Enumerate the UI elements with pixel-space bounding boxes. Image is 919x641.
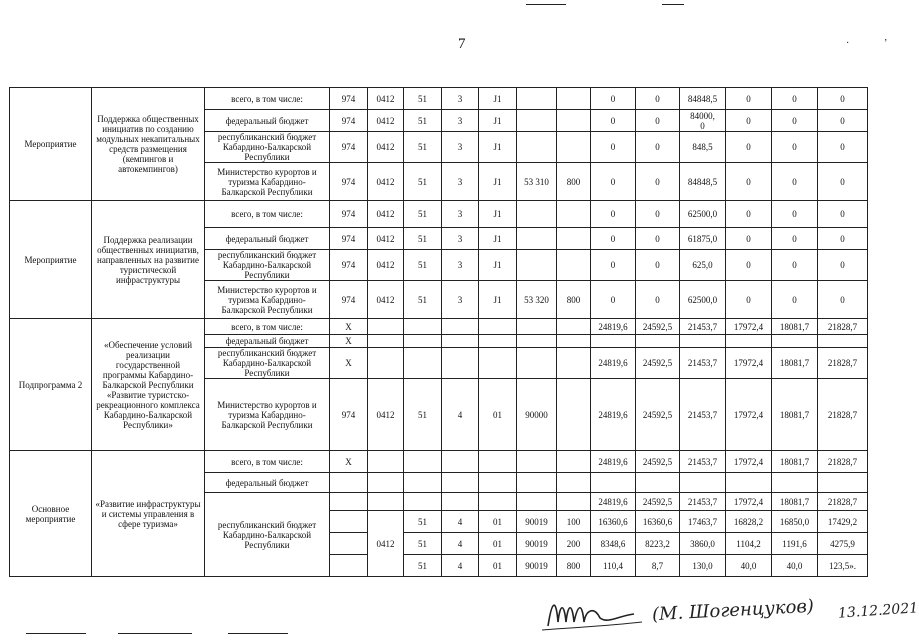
table-cell: 51 <box>404 201 442 228</box>
table-cell: J1 <box>479 250 517 281</box>
table-cell: 17972,4 <box>726 348 772 379</box>
table-cell <box>442 335 479 348</box>
table-cell: 0412 <box>368 110 404 132</box>
table-cell: 51 <box>404 132 442 163</box>
table-cell: 0 <box>772 163 818 201</box>
table-cell <box>517 250 557 281</box>
row-category: Мероприятие <box>10 88 92 201</box>
table-cell <box>517 473 557 493</box>
table-cell <box>557 451 591 473</box>
row-name: «Обеспечение условий реализации государственной программы Кабардино-Балкарской Республики «Развитие туристско-рекреационного комплекса Кабардино-Балкарской Республики» <box>92 319 205 451</box>
table-cell: 24819,6 <box>591 348 636 379</box>
table-cell <box>330 555 368 577</box>
table-cell: всего, в том числе: <box>205 451 330 473</box>
table-cell: 0 <box>636 163 680 201</box>
table-cell: 18081,7 <box>772 319 818 335</box>
table-cell: 0412 <box>368 201 404 228</box>
table-row <box>10 319 868 335</box>
table-cell: 4 <box>442 533 479 555</box>
table-cell: X <box>330 348 368 379</box>
table-cell <box>772 335 818 348</box>
table-cell: 17972,4 <box>726 451 772 473</box>
table-cell: 51 <box>404 250 442 281</box>
table-cell: 0 <box>636 281 680 319</box>
table-cell: 974 <box>330 88 368 110</box>
table-cell <box>479 473 517 493</box>
table-cell <box>557 132 591 163</box>
table-cell: 21828,7 <box>818 379 868 451</box>
table-cell <box>479 335 517 348</box>
table-cell: 16360,6 <box>591 511 636 533</box>
table-cell: 16828,2 <box>726 511 772 533</box>
table-cell: 62500,0 <box>680 281 726 319</box>
table-cell: J1 <box>479 201 517 228</box>
table-cell: J1 <box>479 228 517 250</box>
table-cell <box>442 319 479 335</box>
table-cell: 3860,0 <box>680 533 726 555</box>
table-cell: 21453,7 <box>680 319 726 335</box>
table-cell <box>517 319 557 335</box>
table-cell: 0 <box>636 228 680 250</box>
table-cell: 18081,7 <box>772 451 818 473</box>
table-cell: республиканский бюджет Кабардино-Балкарской Республики <box>205 132 330 163</box>
table-cell <box>557 110 591 132</box>
table-cell: федеральный бюджет <box>205 110 330 132</box>
table-cell: 800 <box>557 281 591 319</box>
table-cell: 800 <box>557 555 591 577</box>
table-cell <box>442 473 479 493</box>
table-cell: 0 <box>818 163 868 201</box>
table-cell: 0 <box>726 88 772 110</box>
table-cell <box>442 493 479 511</box>
row-name: «Развитие инфраструктуры и системы управления в сфере туризма» <box>92 451 205 577</box>
table-cell <box>636 335 680 348</box>
table-cell: 51 <box>404 379 442 451</box>
table-cell: 974 <box>330 379 368 451</box>
table-cell: J1 <box>479 110 517 132</box>
table-cell: 0 <box>591 132 636 163</box>
table-cell: 974 <box>330 281 368 319</box>
table-cell: 17972,4 <box>726 493 772 511</box>
table-cell <box>818 335 868 348</box>
table-cell: 0412 <box>368 132 404 163</box>
table-cell: 0 <box>591 163 636 201</box>
table-cell <box>557 348 591 379</box>
table-cell: 0412 <box>368 228 404 250</box>
table-cell: 0 <box>772 281 818 319</box>
table-cell: 3 <box>442 132 479 163</box>
table-cell: 0412 <box>368 250 404 281</box>
table-cell <box>557 335 591 348</box>
table-row <box>10 201 868 228</box>
table-cell: 974 <box>330 132 368 163</box>
table-cell: 0 <box>636 201 680 228</box>
table-cell <box>368 493 404 511</box>
table-cell: 3 <box>442 88 479 110</box>
table-cell: 17972,4 <box>726 379 772 451</box>
table-cell: 18081,7 <box>772 348 818 379</box>
table-cell <box>479 348 517 379</box>
table-cell: 84848,5 <box>680 163 726 201</box>
table-cell: 17972,4 <box>726 319 772 335</box>
table-cell: 0 <box>818 132 868 163</box>
table-cell <box>772 473 818 493</box>
table-cell <box>557 319 591 335</box>
table-cell <box>404 335 442 348</box>
table-cell: J1 <box>479 88 517 110</box>
footer-rule <box>118 633 192 634</box>
table-cell: 24819,6 <box>591 451 636 473</box>
table-cell <box>557 473 591 493</box>
table-cell <box>517 132 557 163</box>
table-cell: 0412 <box>368 511 404 577</box>
table-cell: 974 <box>330 163 368 201</box>
table-cell <box>591 335 636 348</box>
table-cell: 0 <box>726 228 772 250</box>
table-cell: всего, в том числе: <box>205 319 330 335</box>
table-cell <box>479 493 517 511</box>
table-cell: J1 <box>479 132 517 163</box>
table-cell <box>517 201 557 228</box>
table-cell <box>404 473 442 493</box>
table-cell <box>330 493 368 511</box>
table-cell <box>680 473 726 493</box>
table-cell: 16850,0 <box>772 511 818 533</box>
table-row <box>10 88 868 110</box>
table-cell: 0 <box>818 281 868 319</box>
table-cell: 0 <box>818 201 868 228</box>
corner-mark: ’ <box>884 38 888 49</box>
corner-mark: · <box>846 38 850 49</box>
table-cell: 0 <box>818 250 868 281</box>
table-cell <box>517 228 557 250</box>
table-cell <box>442 348 479 379</box>
table-cell: 24592,5 <box>636 379 680 451</box>
budget-table <box>9 87 868 577</box>
table-cell: 8223,2 <box>636 533 680 555</box>
table-cell: 974 <box>330 201 368 228</box>
table-cell <box>726 473 772 493</box>
table-cell: 8348,6 <box>591 533 636 555</box>
table-cell: 21453,7 <box>680 379 726 451</box>
table-cell: 01 <box>479 511 517 533</box>
table-cell: 0 <box>772 250 818 281</box>
table-cell: всего, в том числе: <box>205 201 330 228</box>
table-cell: 51 <box>404 88 442 110</box>
table-cell <box>818 473 868 493</box>
table-cell: X <box>330 451 368 473</box>
table-cell: 1104,2 <box>726 533 772 555</box>
table-cell: 84000, 0 <box>680 110 726 132</box>
table-cell: 40,0 <box>726 555 772 577</box>
table-cell: 130,0 <box>680 555 726 577</box>
table-cell: 4 <box>442 555 479 577</box>
table-cell: 0 <box>772 201 818 228</box>
table-cell <box>368 335 404 348</box>
table-cell: 84848,5 <box>680 88 726 110</box>
table-cell: 1191,6 <box>772 533 818 555</box>
table-cell <box>368 451 404 473</box>
table-cell: 0 <box>818 110 868 132</box>
table-cell: 0 <box>591 201 636 228</box>
table-cell: федеральный бюджет <box>205 228 330 250</box>
table-cell: 3 <box>442 201 479 228</box>
table-cell: 3 <box>442 250 479 281</box>
table-cell <box>517 110 557 132</box>
table-cell <box>680 335 726 348</box>
table-cell: 24819,6 <box>591 379 636 451</box>
table-cell <box>557 250 591 281</box>
table-cell: 24819,6 <box>591 493 636 511</box>
table-cell: 90019 <box>517 511 557 533</box>
table-cell: 100 <box>557 511 591 533</box>
table-cell: 24592,5 <box>636 451 680 473</box>
table-cell: 21453,7 <box>680 451 726 473</box>
table-cell: J1 <box>479 281 517 319</box>
row-category: Основное мероприятие <box>10 451 92 577</box>
table-cell: федеральный бюджет <box>205 473 330 493</box>
table-cell: 01 <box>479 555 517 577</box>
table-cell: 0412 <box>368 379 404 451</box>
table-cell <box>330 511 368 533</box>
table-cell: 51 <box>404 511 442 533</box>
table-cell: 62500,0 <box>680 201 726 228</box>
table-cell: 24592,5 <box>636 348 680 379</box>
table-cell <box>479 451 517 473</box>
table-cell: X <box>330 319 368 335</box>
table-cell: 974 <box>330 250 368 281</box>
table-cell: 17463,7 <box>680 511 726 533</box>
table-cell: 24819,6 <box>591 319 636 335</box>
table-cell: республиканский бюджет Кабардино-Балкарской Республики <box>205 250 330 281</box>
table-cell <box>557 88 591 110</box>
table-cell: 51 <box>404 281 442 319</box>
table-cell: 0 <box>726 201 772 228</box>
table-cell: республиканский бюджет Кабардино-Балкарской Республики <box>205 493 330 577</box>
table-cell: 0 <box>726 163 772 201</box>
table-cell: 51 <box>404 555 442 577</box>
table-cell <box>557 379 591 451</box>
table-cell: 4 <box>442 379 479 451</box>
table-cell: 24592,5 <box>636 319 680 335</box>
table-cell: 21828,7 <box>818 493 868 511</box>
table-cell: 0 <box>591 281 636 319</box>
table-cell <box>368 473 404 493</box>
table-cell: 0 <box>636 132 680 163</box>
table-cell: 200 <box>557 533 591 555</box>
table-cell <box>517 493 557 511</box>
table-cell: 21828,7 <box>818 319 868 335</box>
table-cell: 0 <box>591 88 636 110</box>
table-cell: 21453,7 <box>680 348 726 379</box>
table-cell: 0 <box>636 88 680 110</box>
table-cell: 0 <box>772 228 818 250</box>
table-cell <box>479 319 517 335</box>
table-cell <box>404 493 442 511</box>
table-cell: 0 <box>726 132 772 163</box>
table-cell: 0 <box>726 250 772 281</box>
table-cell: 21828,7 <box>818 451 868 473</box>
table-cell: 90019 <box>517 555 557 577</box>
table-cell: 18081,7 <box>772 379 818 451</box>
table-cell <box>517 88 557 110</box>
table-cell: 0 <box>591 228 636 250</box>
table-cell: X <box>330 335 368 348</box>
table-cell: 0 <box>818 228 868 250</box>
table-cell: 0412 <box>368 163 404 201</box>
table-cell: 110,4 <box>591 555 636 577</box>
table-cell: 4275,9 <box>818 533 868 555</box>
table-cell: 848,5 <box>680 132 726 163</box>
table-cell: Министерство курортов и туризма Кабардино-Балкарской Республики <box>205 163 330 201</box>
signature-date: 13.12.2021 <box>837 600 919 622</box>
table-cell: J1 <box>479 163 517 201</box>
table-cell: 0 <box>591 110 636 132</box>
table-cell <box>404 451 442 473</box>
table-cell: 61875,0 <box>680 228 726 250</box>
table-cell: 625,0 <box>680 250 726 281</box>
table-cell <box>442 451 479 473</box>
table-cell: 51 <box>404 533 442 555</box>
table-cell: 21453,7 <box>680 493 726 511</box>
row-category: Мероприятие <box>10 201 92 319</box>
table-cell: 0 <box>772 88 818 110</box>
table-cell: 0 <box>818 88 868 110</box>
table-cell: 974 <box>330 110 368 132</box>
table-cell <box>404 319 442 335</box>
table-cell: 0 <box>591 250 636 281</box>
table-cell: 90019 <box>517 533 557 555</box>
table-cell <box>517 451 557 473</box>
table-cell: 18081,7 <box>772 493 818 511</box>
table-cell: 0412 <box>368 88 404 110</box>
table-cell: 974 <box>330 228 368 250</box>
table-cell: 21828,7 <box>818 348 868 379</box>
table-cell <box>517 335 557 348</box>
table-cell: 01 <box>479 379 517 451</box>
table-cell: 40,0 <box>772 555 818 577</box>
table-cell: Министерство курортов и туризма Кабардино-Балкарской Республики <box>205 379 330 451</box>
signatory-name: (М. Шогенцуков) <box>651 595 815 626</box>
table-cell: 0 <box>772 110 818 132</box>
table-cell <box>557 201 591 228</box>
table-cell: 800 <box>557 163 591 201</box>
table-cell <box>404 348 442 379</box>
table-cell <box>557 493 591 511</box>
footer-rule <box>26 633 86 634</box>
table-row <box>10 451 868 473</box>
table-cell: 0 <box>726 281 772 319</box>
table-cell: 16360,6 <box>636 511 680 533</box>
table-cell: 0 <box>636 250 680 281</box>
table-cell: 17429,2 <box>818 511 868 533</box>
row-name: Поддержка общественных инициатив по созданию модульных некапитальных средств размещения (кемпингов и автокемпингов) <box>92 88 205 201</box>
table-cell <box>368 319 404 335</box>
table-cell: 0 <box>726 110 772 132</box>
page-number: 7 <box>458 36 466 52</box>
table-cell: 51 <box>404 110 442 132</box>
table-cell <box>330 533 368 555</box>
row-name: Поддержка реализации общественных инициатив, направленных на развитие туристической инфраструктуры <box>92 201 205 319</box>
table-cell: Министерство курортов и туризма Кабардино-Балкарской Республики <box>205 281 330 319</box>
table-cell: 90000 <box>517 379 557 451</box>
table-cell: 123,5». <box>818 555 868 577</box>
table-cell: федеральный бюджет <box>205 335 330 348</box>
table-cell: всего, в том числе: <box>205 88 330 110</box>
table-cell: 51 <box>404 228 442 250</box>
top-rule <box>662 4 684 5</box>
table-cell: 01 <box>479 533 517 555</box>
row-category: Подпрограмма 2 <box>10 319 92 451</box>
top-rule <box>526 4 566 5</box>
table-cell: 4 <box>442 511 479 533</box>
table-cell <box>517 348 557 379</box>
table-cell <box>330 473 368 493</box>
table-cell: 3 <box>442 163 479 201</box>
table-cell: 0 <box>636 110 680 132</box>
table-cell: 53 320 <box>517 281 557 319</box>
table-cell: 8,7 <box>636 555 680 577</box>
table-cell: 24592,5 <box>636 493 680 511</box>
table-cell: 3 <box>442 228 479 250</box>
table-cell <box>591 473 636 493</box>
footer-rule <box>228 633 288 634</box>
table-cell: 3 <box>442 281 479 319</box>
table-cell: 0 <box>772 132 818 163</box>
table-cell: 53 310 <box>517 163 557 201</box>
table-cell: 3 <box>442 110 479 132</box>
table-cell <box>557 228 591 250</box>
table-cell: 51 <box>404 163 442 201</box>
table-cell <box>726 335 772 348</box>
table-cell: республиканский бюджет Кабардино-Балкарской Республики <box>205 348 330 379</box>
table-cell <box>636 473 680 493</box>
table-cell <box>368 348 404 379</box>
table-cell: 0412 <box>368 281 404 319</box>
